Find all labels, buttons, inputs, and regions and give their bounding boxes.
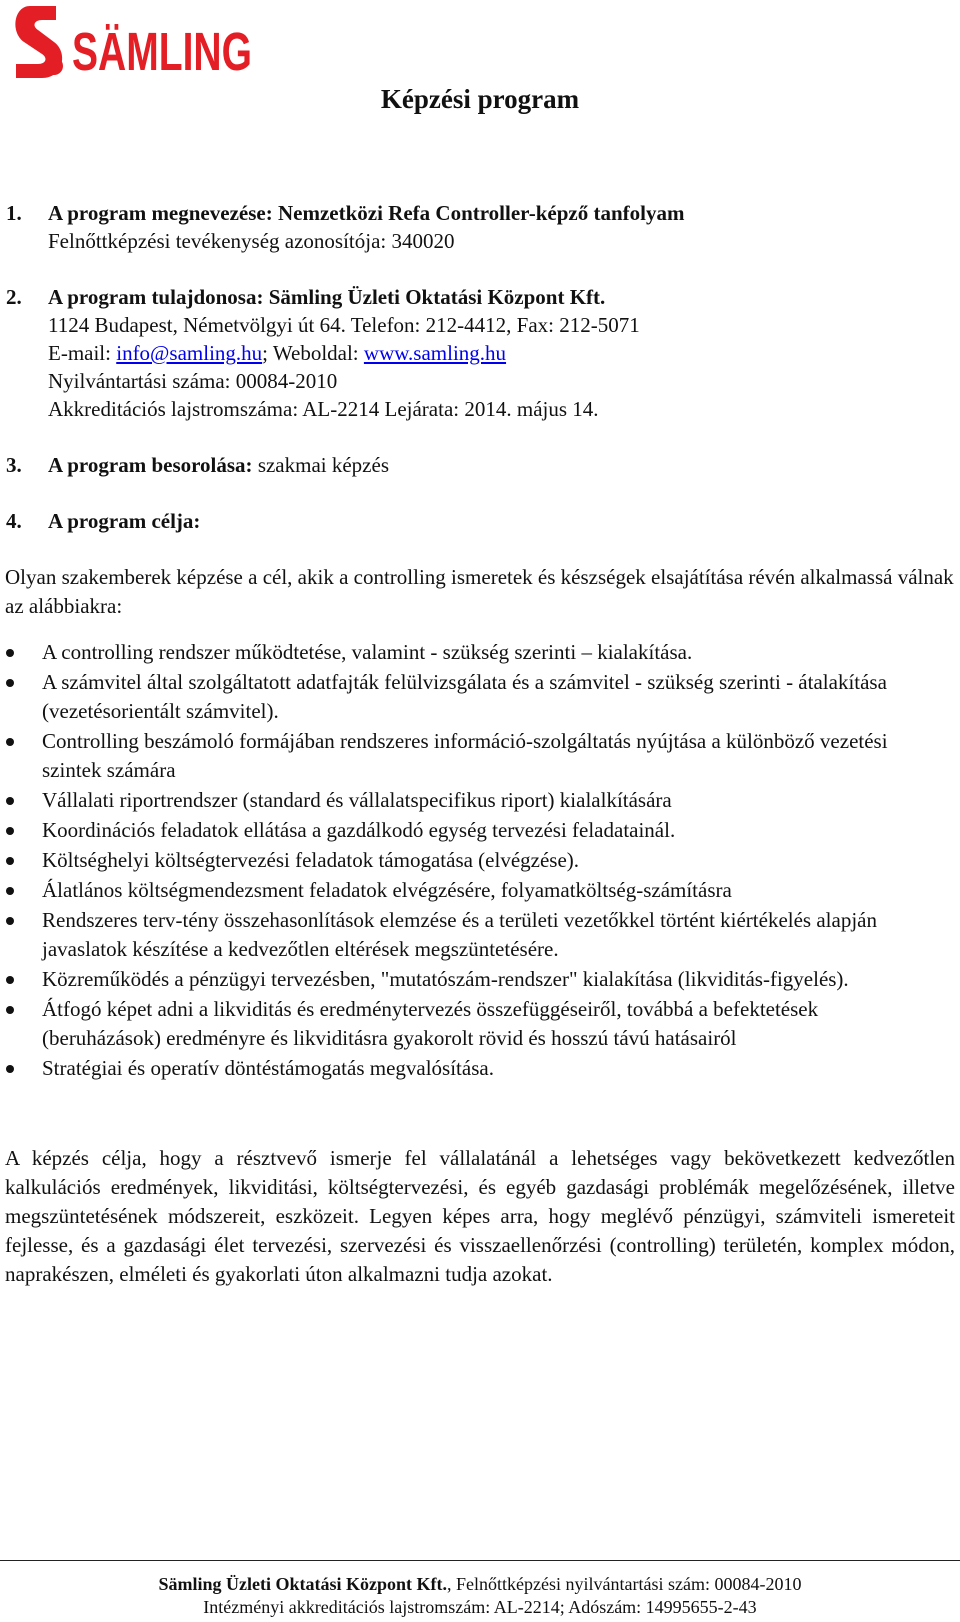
bullet-icon — [6, 1065, 14, 1073]
list-item-text: Vállalati riportrendszer (standard és vállalatspecifikus riport) kialalkítására — [42, 788, 672, 812]
section-2-heading — [48, 283, 605, 312]
section-1-label: A program megnevezése: — [48, 201, 273, 225]
section-1-heading — [48, 199, 684, 228]
list-item — [0, 876, 942, 905]
list-item — [0, 906, 942, 964]
section-1-number: 1. — [6, 201, 22, 225]
list-item — [0, 995, 942, 1053]
footer-line-1 — [0, 1573, 960, 1596]
section-2-label: A program tulajdonosa: — [48, 285, 264, 309]
goal-paragraph: A képzés célja, hogy a résztvevő ismerje fel vállalatánál a lehetséges vagy bekövetkezett kedvezőtlen kalkulációs eredmények, likviditási, költségtervezési, és egyéb gazdasági problémák megelőzésének, illetve megszüntetésének módszereit, eszközeit. Legyen képes arra, hogy meglévő pénzügyi, számviteli ismereteit fejlesse, és a gazdasági élet tervezési, szervezési és visszaellenőrzési (controlling) területén, komplex módon, naprakészen, elméleti és gyakorlati úton alkalmazni tudja azokat. — [5, 1146, 955, 1286]
section-3-number: 3. — [6, 453, 22, 477]
section-3-value: szakmai képzés — [252, 453, 390, 477]
website-link[interactable]: www.samling.hu — [363, 341, 507, 365]
section-2-value: Sämling Üzleti Oktatási Központ Kft. — [268, 285, 606, 309]
goal-intro: Olyan szakemberek képzése a cél, akik a controlling ismeretek és készségek elsajátítása révén alkalmassá válnak az alábbiakra: — [5, 565, 954, 618]
list-item — [0, 816, 942, 845]
list-item — [0, 786, 942, 815]
list-item — [0, 668, 942, 726]
section-2-address: 1124 Budapest, Németvölgyi út 64. Telefon: 212-4412, Fax: 212-5071 — [48, 313, 640, 337]
list-item — [0, 727, 942, 785]
bullet-icon — [6, 797, 14, 805]
bullet-icon — [6, 827, 14, 835]
bullet-icon — [6, 1006, 14, 1014]
list-item-text: Controlling beszámoló formájában rendszeres információ-szolgáltatás nyújtása a különböző vezetési szintek számára — [42, 729, 888, 782]
footer-divider — [0, 1560, 960, 1561]
web-label: ; Weboldal: — [262, 341, 364, 365]
bullet-icon — [6, 887, 14, 895]
list-item-text: Koordinációs feladatok ellátása a gazdálkodó egység tervezési feladatainál. — [42, 818, 676, 842]
section-2-accreditation: Akkreditációs lajstromszáma: AL-2214 Lejárata: 2014. május 14. — [48, 397, 599, 421]
list-item — [0, 638, 942, 667]
section-2-number: 2. — [6, 285, 22, 309]
section-2-contact — [48, 339, 506, 368]
samling-logo-graphic — [8, 2, 258, 86]
bullet-icon — [6, 857, 14, 865]
list-item-text: Stratégiai és operatív döntéstámogatás megvalósítása. — [42, 1056, 494, 1080]
section-1-value: Nemzetközi Refa Controller-képző tanfolyam — [277, 201, 685, 225]
section-1-activity-id: Felnőttképzési tevékenység azonosítója: 340020 — [48, 229, 455, 253]
section-4-heading — [48, 507, 200, 536]
bullet-icon — [6, 976, 14, 984]
section-4-label: A program célja: — [48, 509, 201, 533]
bullet-icon — [6, 917, 14, 925]
logo-wordmark: SÄMLING — [72, 22, 252, 82]
list-item-text: Közreműködés a pénzügyi tervezésben, "mutatószám-rendszer" kialakítása (likviditás-figyelés). — [42, 967, 849, 991]
list-item — [0, 965, 942, 994]
list-item-text: A controlling rendszer működtetése, valamint - szükség szerinti – kialakítása. — [42, 640, 693, 664]
list-item-text: A számvitel által szolgáltatott adatfajták felülvizsgálata és a számvitel - szükség szerinti - átalakítása (vezetésorientált számvitel). — [42, 670, 887, 723]
goal-bullet-list — [0, 638, 960, 1083]
section-4-number: 4. — [6, 509, 22, 533]
footer-line-2: Intézményi akkreditációs lajstromszám: AL-2214; Adószám: 14995655-2-43 — [203, 1597, 757, 1617]
bullet-icon — [6, 649, 14, 657]
list-item — [0, 1054, 942, 1083]
list-item — [0, 846, 942, 875]
section-3-label: A program besorolása: — [48, 453, 253, 477]
list-item-text: Rendszeres terv-tény összehasonlítások elemzése és a területi vezetőkkel történt kiértékelés alapján javaslatok készítése a kedvezőtlen eltérések megszüntetésére. — [42, 908, 877, 961]
list-item-text: Álatlános költségmendezsment feladatok elvégzésére, folyamatköltség-számításra — [42, 878, 732, 902]
list-item-text: Költséghelyi költségtervezési feladatok támogatása (elvégzése). — [42, 848, 580, 872]
footer-registration: , Felnőttképzési nyilvántartási szám: 00084-2010 — [447, 1574, 802, 1594]
list-item-text: Átfogó képet adni a likviditás és eredménytervezés összefüggéseiről, továbbá a befektetések (beruházások) eredményre és likviditásra gyakorolt rövid és hosszú távú hatásairól — [42, 997, 819, 1050]
email-label: E-mail: — [48, 341, 117, 365]
bullet-icon — [6, 679, 14, 687]
footer-company: Sämling Üzleti Oktatási Központ Kft. — [158, 1574, 448, 1594]
samling-logo — [8, 2, 258, 86]
section-2-registration: Nyilvántartási száma: 00084-2010 — [48, 369, 338, 393]
email-link[interactable]: info@samling.hu — [116, 341, 263, 365]
page-title: Képzési program — [380, 84, 580, 114]
section-3-heading — [48, 451, 389, 480]
bullet-icon — [6, 738, 14, 746]
